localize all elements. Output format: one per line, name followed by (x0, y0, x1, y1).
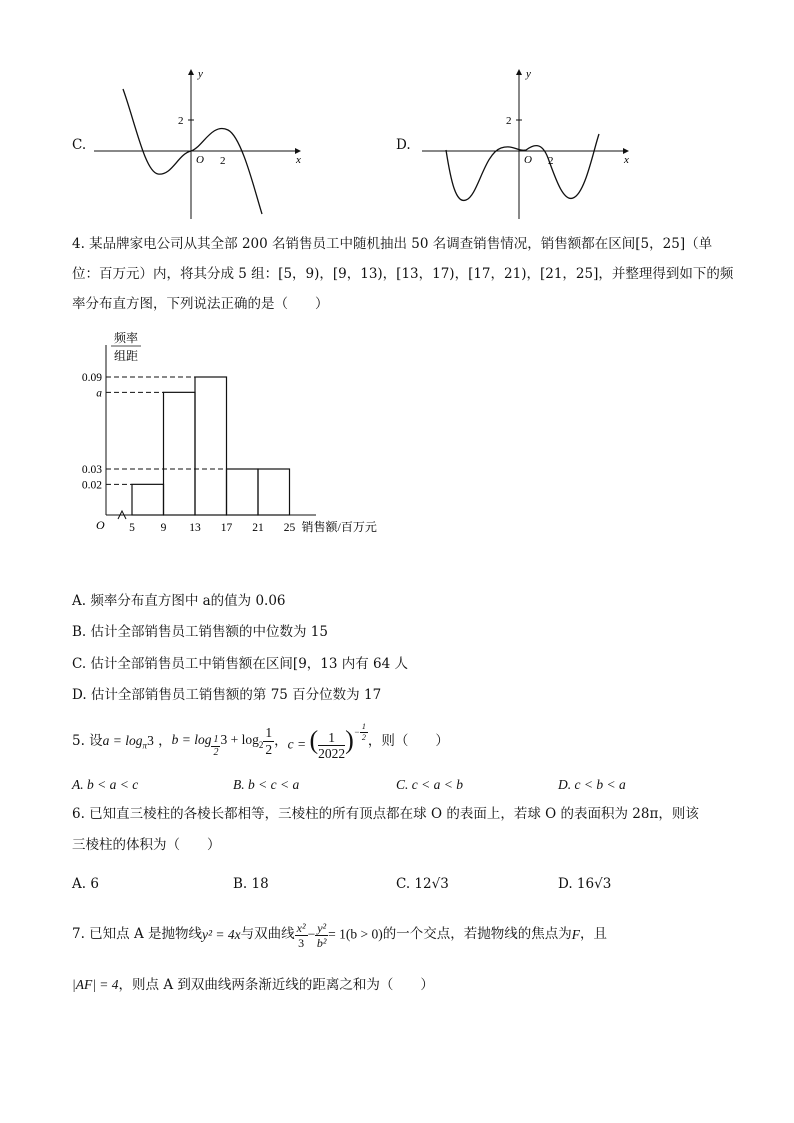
histogram-bar (195, 377, 227, 515)
q4-option-d: D. 估计全部销售员工销售额的第 75 百分位数为 17 (72, 687, 382, 703)
y-tick-label: a (96, 387, 102, 400)
graph-c (90, 62, 320, 224)
origin-label: O (196, 154, 204, 166)
q6-option-b: B. 18 (233, 876, 269, 892)
y-label-denominator: 组距 (114, 349, 139, 363)
q4-line2: 位：百万元）内，将其分成 5 组：[5，9)，[9，13)，[13，17)，[17，21)，[21，25]，并整理得到如下的频 (72, 266, 734, 282)
q6-option-d: D. 16√3 (558, 876, 612, 892)
x-tick-2: 2 (220, 155, 226, 167)
histogram-bar (164, 392, 196, 515)
y-tick-label: 0.09 (81, 372, 102, 384)
x-tick-label: 21 (252, 522, 264, 534)
q5-option-c: C. c < a < b (396, 777, 463, 792)
frequency-histogram (70, 325, 400, 545)
q5-stem: 5. 设 $a = \log_\pi 3$ ， b = log $\frac{1}{2}$ $3 + \log_2$ $\frac{1}{2}$ ， c = ( $\frac{1}{2022}$ )$^{- \frac{1}{2}}$ ，则（ ） (72, 722, 449, 762)
x-tick-label: 17 (220, 522, 233, 534)
q4-option-a: A. 频率分布直方图中 a的值为 0.06 (72, 593, 286, 609)
q5-suffix: ，则（ ） (367, 733, 449, 750)
x-tick-label: 13 (189, 522, 201, 534)
q5-c-expr: c = ( $\frac{1}{2022}$ )$^{- \frac{1}{2}}$ (287, 722, 366, 762)
q7-parabola: y² = 4x (202, 927, 241, 943)
q4-option-b: B. 估计全部销售员工销售额的中位数为 15 (72, 624, 328, 640)
x-axis-label: 销售额/百万元 (301, 520, 377, 534)
x-tick-label: 9 (160, 522, 167, 534)
origin-label: O (524, 154, 532, 166)
q6-line1: 6. 已知直三棱柱的各棱长都相等，三棱柱的所有顶点都在球 O 的表面上，若球 O 的表面积为 28π，则该 (72, 806, 699, 822)
q6-line2: 三棱柱的体积为（ ） (72, 837, 221, 853)
q7-mid2: 的一个交点，若抛物线的焦点为 (382, 926, 572, 943)
q5-prefix: 5. 设 (72, 733, 103, 750)
q5-b-expr: b = log $\frac{1}{2}$ $3 + \log_2$ $\frac{1}{2}$ (171, 725, 273, 758)
histogram-bar (132, 484, 164, 515)
y-label: y (526, 68, 531, 80)
y-tick-label: 0.03 (81, 464, 102, 476)
y-label: y (198, 68, 203, 80)
q4-option-c: C. 估计全部销售员工中销售额在区间[9，13 内有 64 人 (72, 656, 409, 672)
q7-hyperbola: $\frac{\text{x²}}{3}$ − $\frac{\text{y²}}{\text{b²}}$ = 1(b > 0) (296, 920, 383, 950)
histogram-bar (258, 469, 290, 515)
q5-a-expr: $a = \log_\pi 3$ (102, 732, 154, 751)
q7-line2 (72, 978, 434, 993)
q7-prefix: 7. 已知点 A 是抛物线 (72, 926, 203, 943)
q7-line1 (72, 914, 607, 956)
y-tick-2: 2 (178, 115, 184, 127)
x-label: x (296, 154, 301, 166)
q7-line2-text: ，则点 A 到双曲线两条渐近线的距离之和为（ ） (118, 977, 434, 993)
q6-option-a: A. 6 (72, 876, 99, 892)
x-label: x (624, 154, 629, 166)
y-tick-2: 2 (506, 115, 512, 127)
q7-af: |AF| = 4 (72, 977, 119, 992)
histogram-bar (227, 469, 259, 515)
graph-d (418, 62, 648, 224)
q7-focus: F (571, 927, 581, 943)
x-tick-label: 5 (129, 522, 135, 534)
q4-line3: 率分布直方图，下列说法正确的是（ ） (72, 296, 329, 312)
y-tick-label: 0.02 (81, 479, 102, 492)
x-tick-label: 25 (283, 522, 296, 534)
q4-line1: 4. 某品牌家电公司从其全部 200 名销售员工中随机抽出 50 名调查销售情况，销售额都在区间[5，25]（单 (72, 236, 713, 252)
q7-and: ，且 (580, 926, 608, 943)
q5-option-a: A. b < a < c (72, 777, 139, 792)
curve-d (446, 134, 599, 200)
option-d-label: D. (396, 137, 411, 153)
y-label-numerator: 频率 (114, 331, 139, 345)
q6-option-c: C. 12√3 (396, 876, 449, 892)
option-c-label: C. (72, 137, 87, 153)
q5-option-b: B. b < c < a (233, 777, 300, 792)
q5-option-d: D. c < b < a (558, 777, 626, 792)
x-tick-2: 2 (548, 155, 554, 167)
origin-label: O (96, 518, 105, 532)
q7-mid: 与双曲线 (240, 926, 295, 943)
